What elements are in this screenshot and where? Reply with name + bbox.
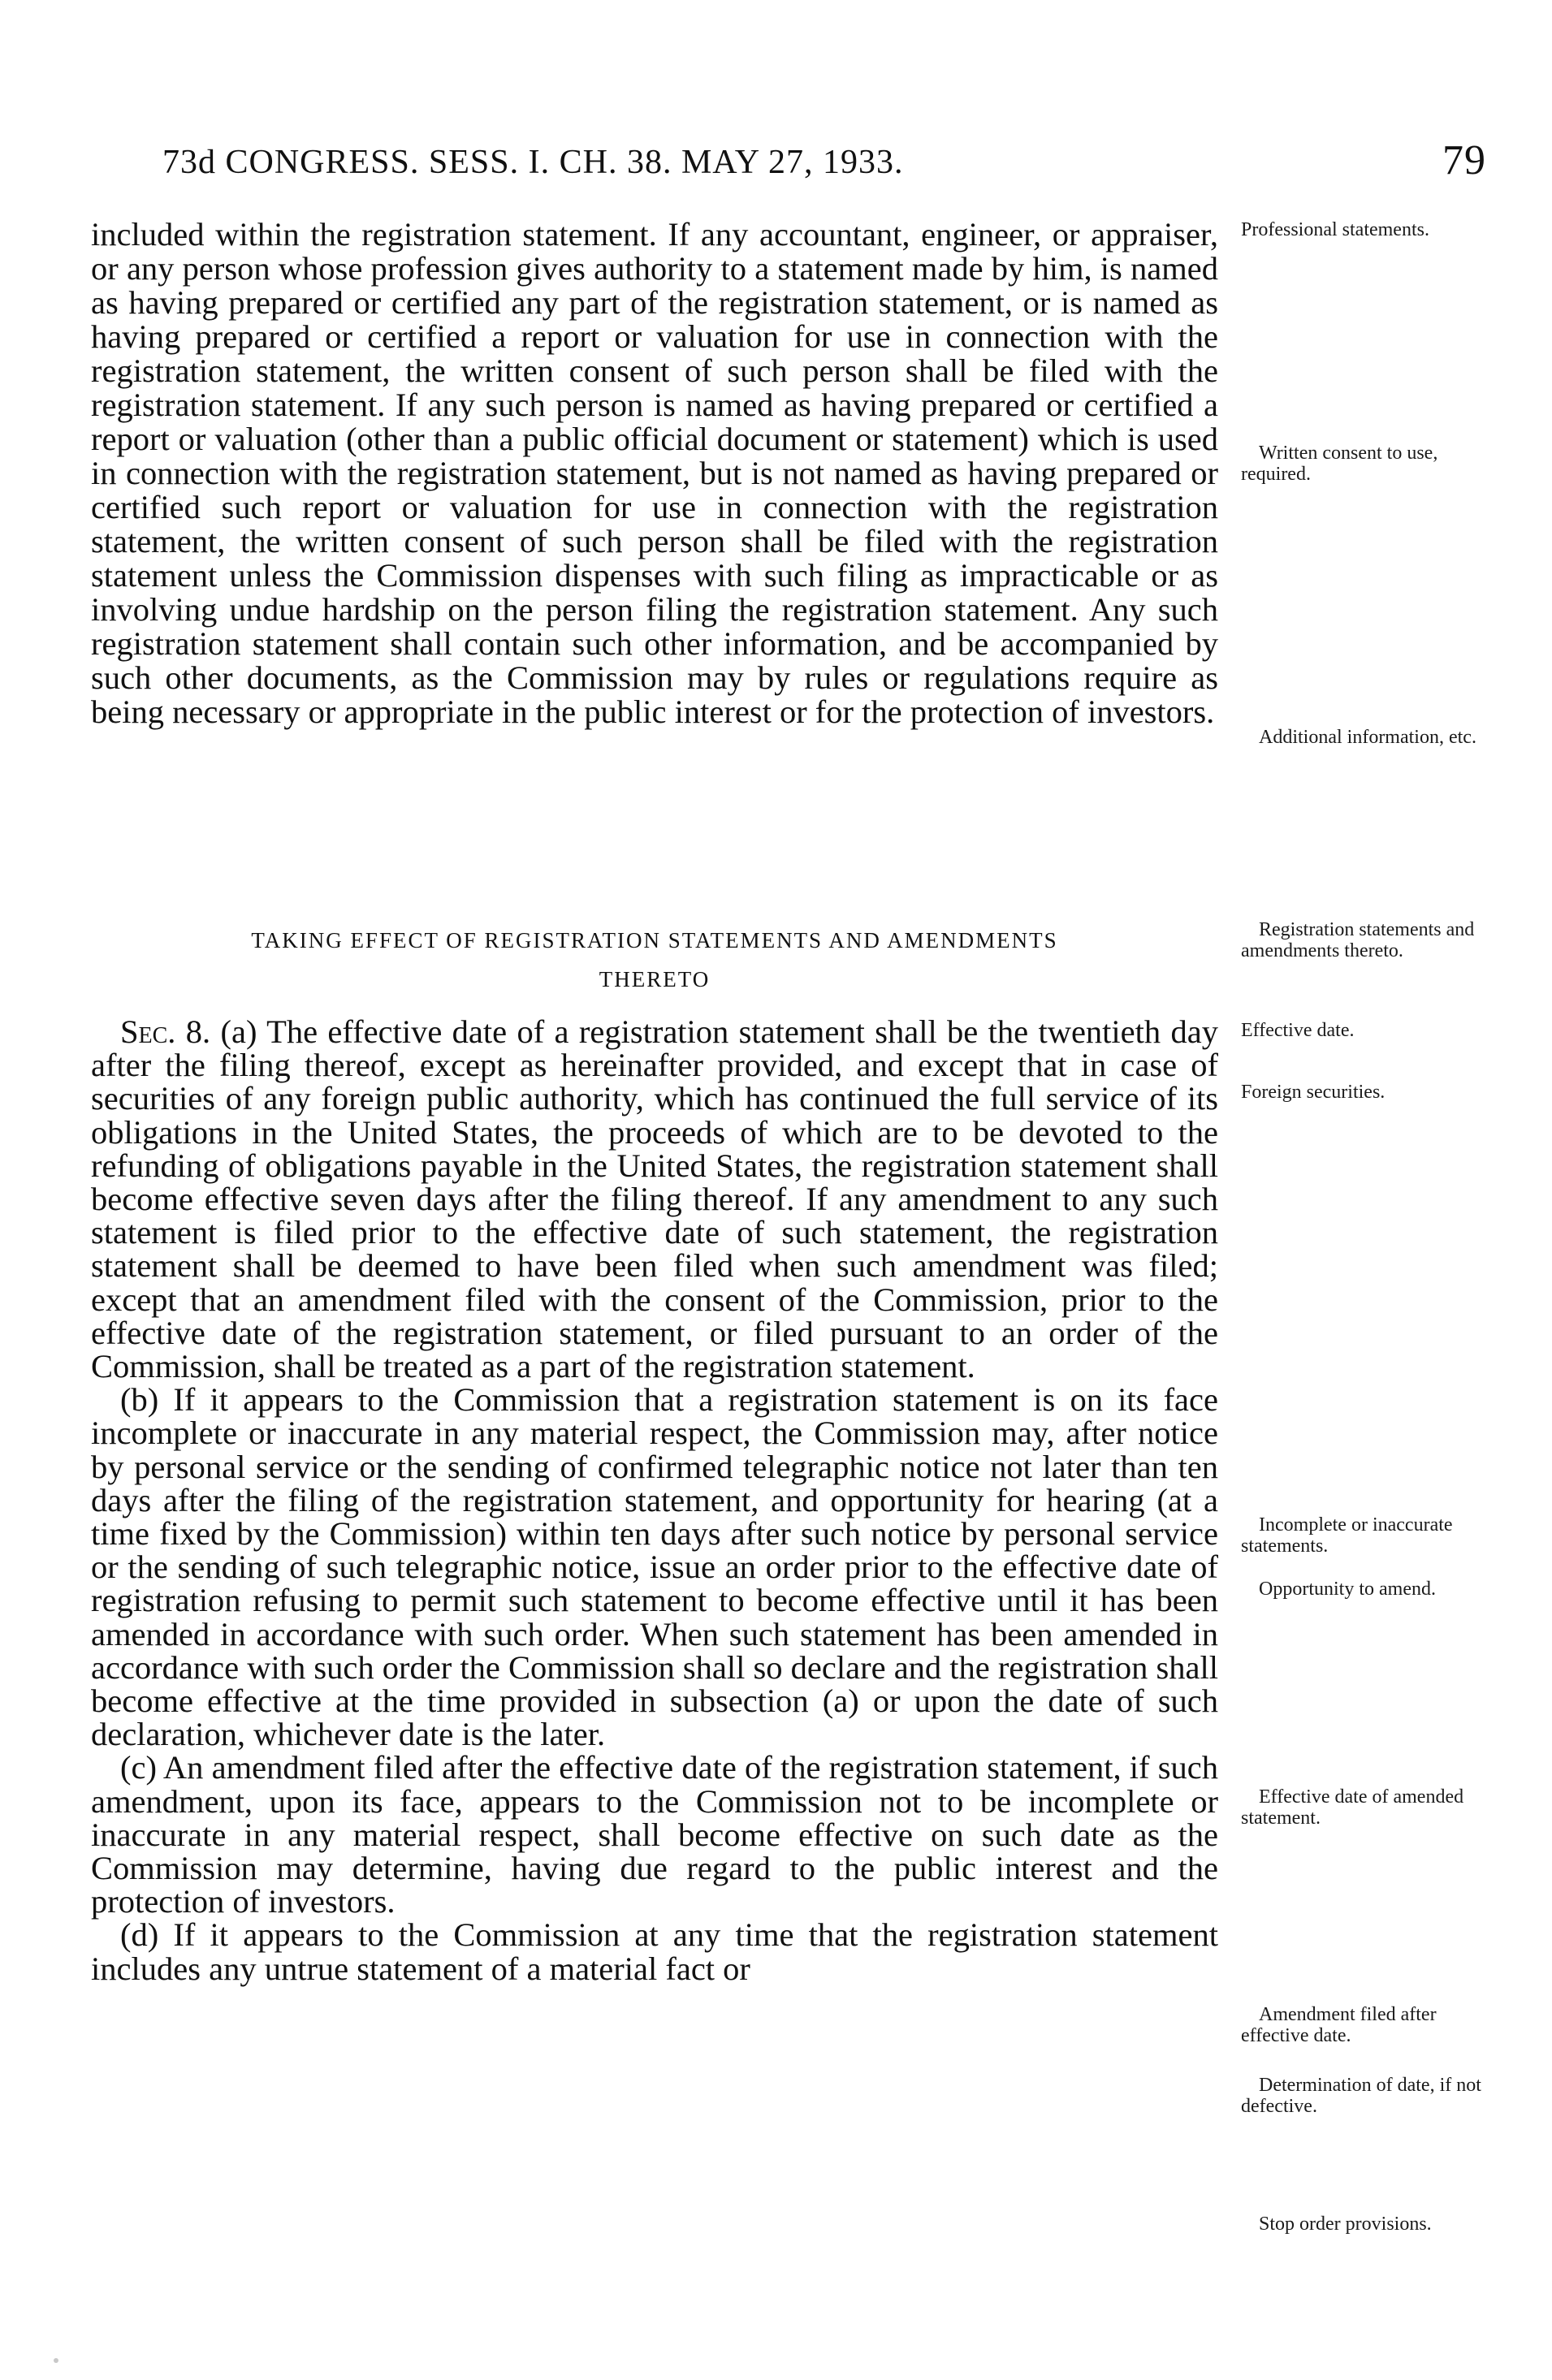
subsection-a-text: (a) The effective date of a registration statement shall be the twentieth day after the filing thereof, except as hereinafter provided, and except that in case of securities of any foreign public authority, which has continued the full service of its obligations in the United States, the proceeds of which are to be devoted to the refunding of obligations payable in the United States, the registration statement shall become effective seven days after the filing thereof. If any amendment to any such statement is filed prior to the effective date of such statement, the registration statement shall be deemed to have been filed when such amendment was filed; except that an amendment filed with the consent of the Commission, prior to the effective date of the registration statement, or filed pursuant to an order of the Commission, shall be treated as a part of the registration statement. bbox=[91, 1013, 1218, 1385]
running-title: 73d CONGRESS. SESS. I. CH. 38. MAY 27, 1933. bbox=[162, 144, 904, 181]
margin-note-professional-statements: Professional statements. bbox=[1241, 219, 1429, 240]
margin-note-amendment-filed: Amendment filed after effective date. bbox=[1241, 2004, 1437, 2046]
paragraph-registration-consent: included within the registration statement. If any accountant, engineer, or appraiser, or any person whose profession gives authority to a statement made by him, is named as having prepared or certified any part of the registration statement, or is named as having prepared or certified a report or valuation for use in connection with the registration statement, the written consent of such person shall be filed with the registration statement. If any such person is named as having prepared or certified a report or valuation (other than a public official document or statement) which is used in connection with the registration statement, but is not named as having prepared or certified such report or valuation for use in connection with the registration statement, the written consent of such person shall be filed with the registration statement unless the Commission dispenses with such filing as impracticable or as involving undue hardship on the person filing the registration statement. Any such registration statement shall contain such other information, and be accompanied by such other documents, as the Commission may by rules or regulations require as being necessary or appropriate in the public interest or for the protection of investors. bbox=[91, 216, 1218, 730]
subsection-d: (d) If it appears to the Commission at any time that the registration statement includes any untrue statement of a material fact or bbox=[91, 1916, 1218, 1987]
margin-note-incomplete-inaccurate: Incomplete or inaccurate statements. bbox=[1241, 1514, 1453, 1557]
scan-artifact-dot bbox=[54, 2358, 58, 2363]
margin-note-foreign-securities: Foreign securities. bbox=[1241, 1082, 1386, 1103]
subsection-b: (b) If it appears to the Commission that a registration statement is on its face incomplete or inaccurate in any material respect, the Commission may, after notice by personal service or the sending of confirmed telegraphic notice not later than ten days after the filing of the registration statement, and opportunity for hearing (at a time fixed by the Commission) within ten days after such notice by personal service or the sending of such telegraphic notice, issue an order prior to the effective date of registration refusing to permit such statement to become effective until it has been amended in accordance with such order. When such statement has been amended in accordance with such order the Commission shall so declare and the registration shall become effective at the time provided in subsection (a) or upon the date of such declaration, whichever date is the later. bbox=[91, 1381, 1218, 1753]
subsection-c: (c) An amendment filed after the effective date of the registration statement, if such amendment, upon its face, appears to the Commission not to be incomplete or inaccurate in any material respect, shall become effective on such date as the Commission may determine, having due regard to the public interest and the protection of investors. bbox=[91, 1749, 1218, 1920]
section-heading bbox=[91, 921, 1218, 999]
section-heading-line-1: TAKING EFFECT OF REGISTRATION STATEMENTS AND AMENDMENTS bbox=[251, 928, 1058, 952]
margin-note-written-consent: Written consent to use, required. bbox=[1241, 443, 1438, 485]
margin-note-opportunity-to-amend: Opportunity to amend. bbox=[1259, 1579, 1436, 1600]
margin-note-effective-date: Effective date. bbox=[1241, 1020, 1355, 1041]
margin-note-stop-order: Stop order provisions. bbox=[1259, 2214, 1432, 2235]
page-number: 79 bbox=[1442, 137, 1486, 184]
margin-note-additional-information: Additional information, etc. bbox=[1259, 727, 1476, 748]
section-heading-line-2: THERETO bbox=[599, 967, 711, 991]
subsection-a bbox=[91, 1015, 1218, 1383]
margin-note-registration-statements: Registration statements and amendments thereto. bbox=[1241, 919, 1475, 961]
section-8-text bbox=[91, 1015, 1218, 1985]
running-head bbox=[162, 136, 1486, 193]
main-text-block bbox=[91, 218, 1218, 729]
section-label: Sec. 8. bbox=[120, 1013, 211, 1050]
margin-note-determination-of-date: Determination of date, if not defective. bbox=[1241, 2075, 1481, 2117]
margin-note-effective-date-amended: Effective date of amended statement. bbox=[1241, 1786, 1464, 1829]
